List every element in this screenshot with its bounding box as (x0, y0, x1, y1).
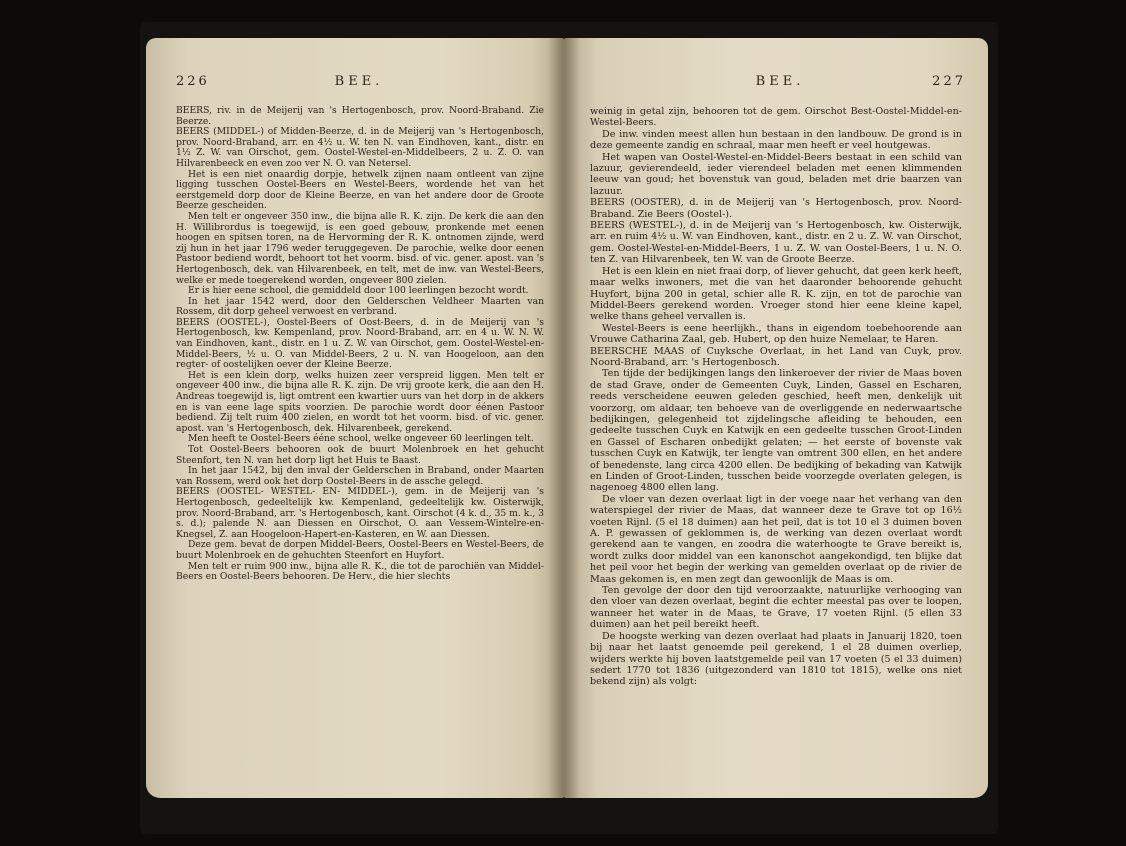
paragraph: Men telt er ongeveer 350 inw., die bijna alle R. K. zijn. De kerk die aan den H. Willibrordus is toegewijd, is een goed gebouw, pronkende met eenen hoogen en spitsen toren, na de Hervorming der R. K. ontnomen zijnde, werd zij hun in het jaar 1796 weder teruggegeven. De parochie, welke door eenen Pastoor bediend wordt, behoort tot het voorm. bisd. of vic. gener. apost. van 's Hertogenbosch, dek. van Hilvarenbeek, en telt, met de inw. van Westel-Beers, welke er mede toegerekend worden, ongeveer 800 zielen. (176, 210, 544, 286)
paragraph: Ten tijde der bedijkingen langs den linkeroever der rivier de Maas boven de stad Grave, onder de Gemeenten Cuyk, Linden, Gassel en Escharen, reeds verscheidene eeuwen geleden geschied, heeft men, denkelijk uit voorzorg, om aldaar, ten behoeve van de overliggende en nederwaartsche bedijkingen, gelegenheid tot zijdelingsche afleiding te behouden, een gedeelte tusschen Cuyk en Katwijk en een gedeelte tusschen Groot-Linden en Gassel of Escharen onbedijkt gelaten; — het eerste of bovenste vak tusschen Cuyk en Katwijk, ter lengte van omtrent 300 ellen, en het andere of benedenste, lang circa 4200 ellen. De bedijking of bekading van Katwijk en Linden of Groot-Linden, tusschen beide voorzegde overlaten gelegen, is nagenoeg 4800 ellen lang. (590, 368, 962, 494)
paragraph: De vloer van dezen overlaat ligt in der voege naar het verhang van den waterspiegel der rivier de Maas, dat wanneer deze te Grave tot op 16½ voeten Rijnl. (5 el 18 duimen) aan het peil, dat is tot 10 el 3 duimen boven A. P. gewassen of geklommen is, de werking van dezen overlaat wordt gerekend aan te vangen, en zoodra die waterhoogte te Grave bereikt is, wordt zulks door middel van een kanonschot aangekondigd, ten blijke dat het peil voor het begin der werking van gemelden overlaat op de rivier de Maas gekomen is, en men zegt dan gewoonlijk de Maas is om. (590, 493, 962, 585)
paragraph: Er is hier eene school, die gemiddeld door 100 leerlingen bezocht wordt. (188, 285, 529, 297)
paragraph: In het jaar 1542, bij den inval der Gelderschen in Braband, onder Maarten van Rossem, werd ook het dorp Oostel-Beers in de assche gelegd. (176, 465, 544, 487)
left-page-body (176, 106, 544, 583)
left-running-head: BEE. (334, 74, 384, 89)
entry-beers-oostel: BEERS (OOSTEL-), Oostel-Beers of Oost-Beers, d. in de Meijerij van 's Hertogenbosch, kw. Kempenland, prov. Noord-Braband, arr. en 4 u. W. N. W. van Eindhoven, kant., distr. en 1 u. Z. W. van Oirschot, gem. Oostel-Westel-en-Middel-Beers, ½ u. O. van Middel-Beers, 2 u. N. van Hoogeloon, aan den regter- of oostelijken oever der Kleine Beerze. (176, 316, 544, 371)
paragraph: Deze gem. bevat de dorpen Middel-Beers, Oostel-Beers en Westel-Beers, de buurt Molenbroek en de gehuchten Steenfort en Huyfort. (176, 539, 544, 561)
left-page-number: 226 (176, 74, 210, 89)
paragraph: Ten gevolge der door den tijd veroorzaakte, natuurlijke verhooging van den vloer van dezen overlaat, begint die echter meestal pas over te loopen, wanneer het water in de Maas, te Grave, 17 voeten Rijnl. (5 ellen 33 duimen) aan het peil bereikt heeft. (590, 585, 962, 631)
paragraph: Tot Oostel-Beers behooren ook de buurt Molenbroek en het gehucht Steenfort, ten N. van het dorp ligt het Huis te Baast. (176, 444, 544, 466)
paragraph-continued: weinig in getal zijn, behooren tot de gem. Oirschot Best-Oostel-Middel-en-Westel-Beers. (590, 106, 962, 129)
right-page-header (594, 74, 966, 100)
paragraph: Het is een klein dorp, welks huizen zeer verspreid liggen. Men telt er ongeveer 400 inw., die bijna alle R. K. zijn. De vrij groote kerk, die aan den H. Andreas toegewijd is, ligt omtrent een kwartier uurs van het dorp in de akkers en is van eene lage spits voorzien. De parochie wordt door éénen Pastoor bediend. Zij telt ruim 400 zielen, en wordt tot het voorm. bisd. of vic. gener. apost. van 's Hertogenbosch, dek. Hilvarenbeek, gerekend. (176, 369, 544, 434)
entry-beers-middel: BEERS (MIDDEL-) of Midden-Beerze, d. in de Meijerij van 's Hertogenbosch, prov. Noord-Braband, arr. en 4½ u. W. ten N. van Eindhoven, kant., distr. en 1½ Z. W. van Oirschot, gem. Oostel-Westel-en-Middelbeers, 2 u. Z. O. van Hilvarenbeeck en even zoo ver N. O. van Netersel. (176, 126, 544, 169)
left-page (146, 38, 564, 798)
right-page-body (590, 106, 962, 688)
paragraph: De inw. vinden meest allen hun bestaan in den landbouw. De grond is in deze gemeente zandig en schraal, maar men heeft er veel houtgewas. (590, 128, 962, 152)
paragraph: Men telt er ruim 900 inw., bijna alle R. K., die tot de parochiën van Middel-Beers en Oostel-Beers behooren. De Herv., die hier slechts (176, 560, 544, 583)
right-page (564, 38, 988, 798)
paragraph: Het is een klein en niet fraai dorp, of liever gehucht, dat geen kerk heeft, maar welks inwoners, met die van het daaronder behoorende gehucht Huyfort, bijna 200 in getal, schier alle R. K. zijn, en tot de parochie van Middel-Beers gerekend worden. Vroeger stond hier eene kleine kapel, welke thans geheel vervallen is. (590, 265, 962, 323)
paragraph: Westel-Beers is eene heerlijkh., thans in eigendom toebehoorende aan Vrouwe Catharina Zaal, geb. Hubert, op den huize Nemelaar, te Haren. (590, 322, 962, 346)
right-page-number: 227 (932, 74, 966, 89)
entry-beers-riv: BEERS, riv. in de Meijerij van 's Hertogenbosch, prov. Noord-Braband. Zie Beerze. (176, 105, 544, 127)
entry-beers-gemeente: BEERS (OOSTEL- WESTEL- EN- MIDDEL-), gem. in de Meijerij van 's Hertogenbosch, gedeeltelijk kw. Kempenland, gedeeltelijk kw. Oisterwijk, prov. Noord-Braband, arr. 's Hertogenbosch, kant. Oirschot (4 k. d., 35 m. k., 3 s. d.); palende N. aan Diessen en Oirschot, O. aan Vessem-Wintelre-en-Knegsel, Z. aan Hoogeloon-Hapert-en-Kasteren, en W. aan Diessen. (176, 486, 544, 540)
entry-beersche-maas: BEERSCHE MAAS of Cuyksche Overlaat, in het Land van Cuyk, prov. Noord-Braband, arr. 's Hertogenbosch. (590, 345, 962, 368)
entry-beers-westel: BEERS (WESTEL-), d. in de Meijerij van 's Hertogenbosch, kw. Oisterwijk, arr. en ruim 4½ u. W. van Eindhoven, kant., distr. en 2 u. Z. W. van Oirschot, gem. Oostel-Westel-en-Middel-Beers, 1 u. Z. W. van Oostel-Beers, 1 u. N. O. ten Z. van Hilvarenbeek, ten W. van de Groote Beerze. (590, 220, 962, 266)
paragraph: De hoogste werking van dezen overlaat had plaats in Januarij 1820, toen bij naar het laatst genoemde peil gerekend, 1 el 28 duimen overliep, wijders werkte hij boven laatstgemelde peil van 17 voeten (5 el 33 duimen) sedert 1770 tot 1836 (uitgezonderd van 1810 tot 1815), welke ons niet bekend zijn) als volgt: (590, 630, 962, 688)
right-running-head: BEE. (755, 74, 805, 89)
paragraph: Men heeft te Oostel-Beers ééne school, welke ongeveer 60 leerlingen telt. (188, 433, 534, 445)
paragraph: Het wapen van Oostel-Westel-en-Middel-Beers bestaat in een schild van lazuur, gevierendeeld, ieder vierendeel beladen met eenen klimmenden leeuw van goud; het bovenstuk van goud, beladen met drie baarzen van lazuur. (590, 151, 962, 197)
paragraph: Het is een niet onaardig dorpje, hetwelk zijnen naam ontleent van zijne ligging tusschen Oostel-Beers en Westel-Beers, wordende het van het eerstgemeld dorp door de Kleine Beerze, en van het andere door de Groote Beerze gescheiden. (176, 168, 544, 212)
paragraph: In het jaar 1542 werd, door den Gelderschen Veldheer Maarten van Rossem, dit dorp geheel verwoest en verbrand. (176, 295, 544, 318)
entry-beers-ooster: BEERS (OOSTER), d. in de Meijerij van 's Hertogenbosch, prov. Noord-Braband. Zie Beers (Oostel-). (590, 197, 962, 220)
left-page-header (176, 74, 542, 100)
